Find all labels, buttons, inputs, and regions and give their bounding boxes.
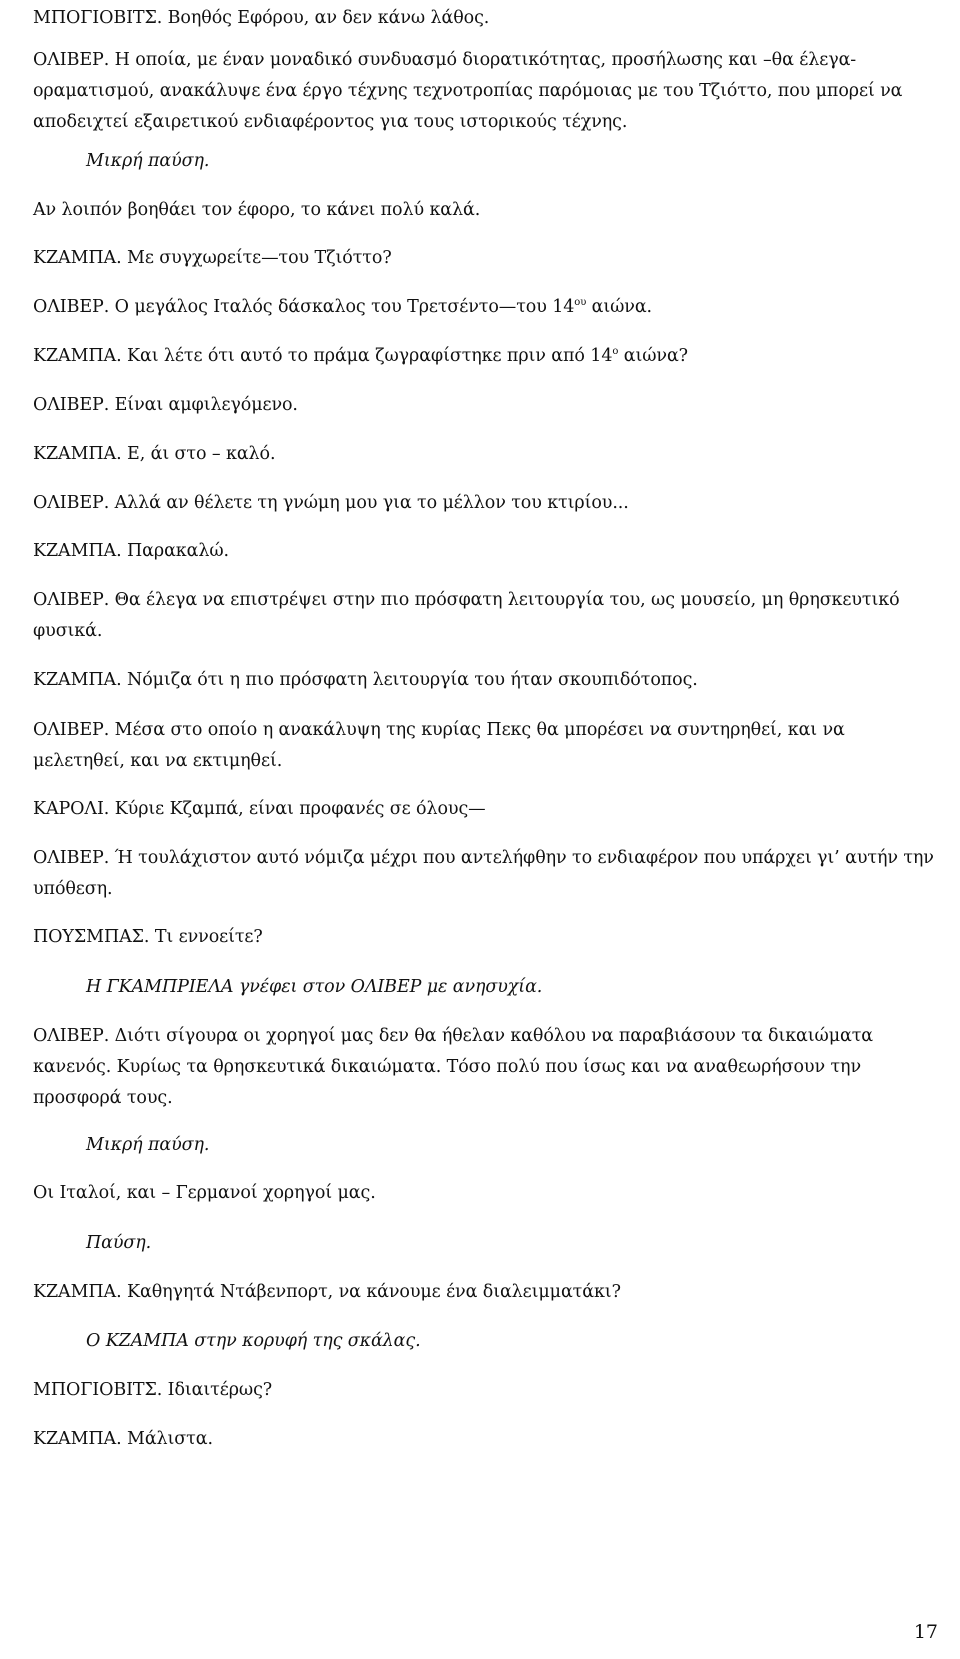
dialogue-line: Οι Ιταλοί, και – Γερμανοί χορηγοί μας. <box>33 1183 376 1203</box>
dialogue-line: ΚΖΑΜΠΑ. Παρακαλώ. <box>33 541 229 561</box>
superscript: ο <box>612 346 619 357</box>
dialogue-line: ΠΟΥΣΜΠΑΣ. Τι εννοείτε? <box>33 927 263 947</box>
dialogue-paragraph: ΟΛΙΒΕΡ. Ή τουλάχιστον αυτό νόμιζα μέχρι που αντελήφθην το ενδιαφέρον που υπάρχει γι’ αυτήν την υπόθεση. <box>33 848 934 899</box>
dialogue-line: ΚΖΑΜΠΑ. Μάλιστα. <box>33 1429 213 1449</box>
stage-direction: Μικρή παύση. <box>86 1135 210 1155</box>
stage-direction: Παύση. <box>86 1233 152 1253</box>
dialogue-line: ΚΑΡΟΛΙ. Κύριε Κζαμπά, είναι προφανές σε όλους— <box>33 799 486 819</box>
dialogue-line: ΚΖΑΜΠΑ. Νόμιζα ότι η πιο πρόσφατη λειτουργία του ήταν σκουπιδότοπος. <box>33 670 698 690</box>
dialogue-paragraph: ΟΛΙΒΕΡ. Η οποία, με έναν μοναδικό συνδυασμό διορατικότητας, προσήλωσης και –θα έλεγα- οραματισμού, ανακάλυψε ένα έργο τέχνης τεχνοτροπίας παρόμοιας με του Τζιόττο, που μπορεί να αποδειχτεί εξαιρετικού ενδιαφέροντος για τους ιστορικούς τέχνης. <box>33 50 903 132</box>
dialogue-text: αιώνα? <box>618 346 688 366</box>
dialogue-line <box>33 292 938 323</box>
stage-direction: Μικρή παύση. <box>86 151 210 171</box>
superscript: ου <box>574 297 587 308</box>
dialogue-text: ΚΖΑΜΠΑ. Και λέτε ότι αυτό το πράμα ζωγραφίστηκε πριν από 14 <box>33 346 613 366</box>
dialogue-line: ΟΛΙΒΕΡ. Αλλά αν θέλετε τη γνώμη μου για το μέλλον του κτιρίου... <box>33 493 629 513</box>
dialogue-paragraph: ΟΛΙΒΕΡ. Θα έλεγα να επιστρέψει στην πιο πρόσφατη λειτουργία του, ως μουσείο, μη θρησκευτικό φυσικά. <box>33 590 900 641</box>
stage-direction: Ο ΚΖΑΜΠΑ στην κορυφή της σκάλας. <box>86 1331 421 1351</box>
dialogue-line: ΚΖΑΜΠΑ. Ε, άι στο – καλό. <box>33 444 276 464</box>
dialogue-line: ΚΖΑΜΠΑ. Με συγχωρείτε—του Τζιόττο? <box>33 248 392 268</box>
dialogue-line: ΟΛΙΒΕΡ. Είναι αμφιλεγόμενο. <box>33 395 298 415</box>
dialogue-line: ΚΖΑΜΠΑ. Καθηγητά Ντάβενπορτ, να κάνουμε ένα διαλειμματάκι? <box>33 1282 621 1302</box>
page-number: 17 <box>913 1621 938 1643</box>
dialogue-line <box>33 341 938 372</box>
stage-direction: Η ΓΚΑΜΠΡΙΕΛΑ γνέφει στον ΟΛΙΒΕΡ με ανησυχία. <box>86 977 543 997</box>
dialogue-text: ΟΛΙΒΕΡ. Ο μεγάλος Ιταλός δάσκαλος του Τρετσέντο—του 14 <box>33 297 575 317</box>
dialogue-line: ΜΠΟΓΙΟΒΙΤΣ. Ιδιαιτέρως? <box>33 1380 273 1400</box>
dialogue-line: ΜΠΟΓΙΟΒΙΤΣ. Βοηθός Εφόρου, αν δεν κάνω λάθος. <box>33 8 490 28</box>
dialogue-text: αιώνα. <box>586 297 653 317</box>
dialogue-paragraph: ΟΛΙΒΕΡ. Μέσα στο οποίο η ανακάλυψη της κυρίας Πεκς θα μπορέσει να συντηρηθεί, και να μελετηθεί, και να εκτιμηθεί. <box>33 720 845 771</box>
dialogue-line: Αν λοιπόν βοηθάει τον έφορο, το κάνει πολύ καλά. <box>33 200 481 220</box>
dialogue-paragraph: ΟΛΙΒΕΡ. Διότι σίγουρα οι χορηγοί μας δεν θα ήθελαν καθόλου να παραβιάσουν τα δικαιώματα κανενός. Κυρίως τα θρησκευτικά δικαιώματα. Τόσο πολύ που ίσως και να αναθεωρήσουν την προσφορά τους. <box>33 1026 873 1108</box>
